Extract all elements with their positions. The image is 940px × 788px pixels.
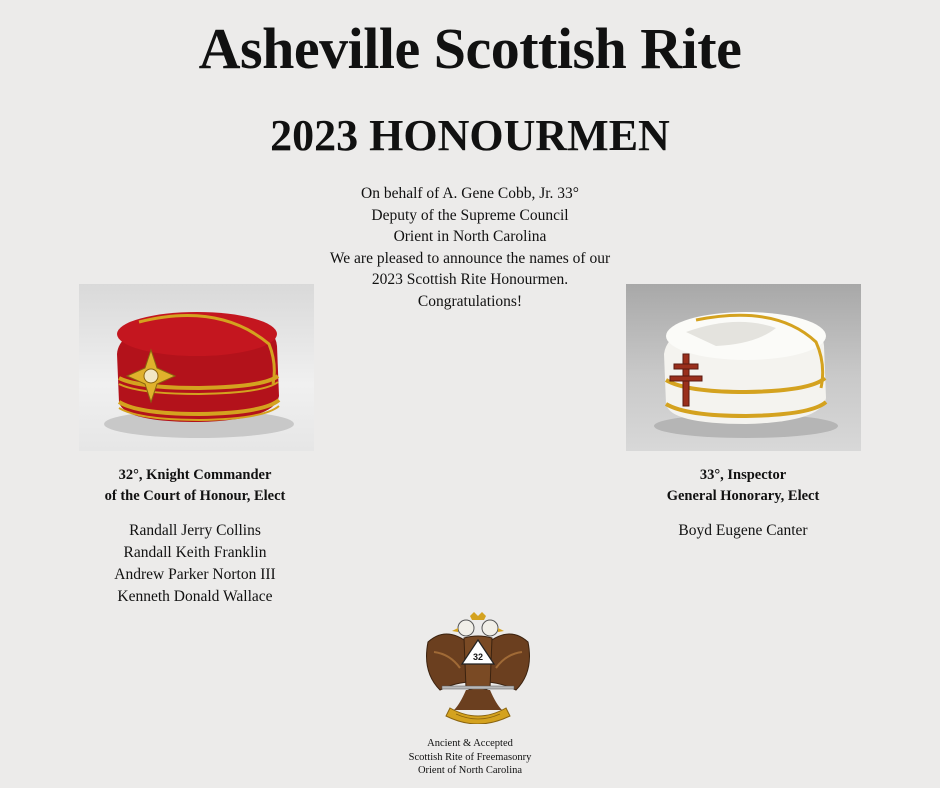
white-cap-illustration <box>626 284 861 451</box>
inspector-general-section <box>612 465 874 542</box>
red-cap-illustration <box>79 284 314 451</box>
intro-line: Orient in North Carolina <box>393 228 547 245</box>
honouree-name: Boyd Eugene Canter <box>678 522 808 539</box>
heading-line: 32°, Knight Commander <box>118 467 272 483</box>
double-eagle-emblem <box>420 612 536 724</box>
intro-line: Deputy of the Supreme Council <box>371 206 569 224</box>
heading-line: General Honorary, Elect <box>666 488 820 504</box>
heading-line: 33°, Inspector <box>699 467 787 483</box>
footer-line: Ancient & Accepted <box>427 738 513 749</box>
knight-commander-section <box>64 465 326 608</box>
intro-line: 2023 Scottish Rite Honourmen. <box>371 271 569 288</box>
knight-commander-names <box>64 520 326 608</box>
intro-line: On behalf of A. Gene Cobb, Jr. 33° <box>361 185 579 202</box>
red-cap-photo <box>79 284 314 451</box>
page-title: Asheville Scottish Rite <box>198 16 742 81</box>
footer-line: Scottish Rite of Freemasonry <box>408 751 532 763</box>
honouree-name: Randall Jerry Collins <box>129 522 261 539</box>
degree-number: 32 <box>472 652 484 662</box>
intro-text <box>270 183 670 312</box>
inspector-general-names <box>612 520 874 542</box>
intro-line: We are pleased to announce the names of our <box>329 249 611 267</box>
eagle-icon <box>420 612 536 724</box>
intro-line: Congratulations! <box>417 292 523 310</box>
honouree-name: Andrew Parker Norton III <box>114 566 276 583</box>
honouree-name: Randall Keith Franklin <box>123 544 267 561</box>
heading-line: of the Court of Honour, Elect <box>104 488 286 504</box>
inspector-general-heading <box>612 465 874 507</box>
footer-text <box>320 737 620 778</box>
footer-line: Orient of North Carolina <box>417 765 523 776</box>
honouree-name: Kenneth Donald Wallace <box>117 588 273 605</box>
white-cap-photo <box>626 284 861 451</box>
page-subtitle: 2023 HONOURMEN <box>270 111 670 160</box>
knight-commander-heading <box>64 465 326 507</box>
